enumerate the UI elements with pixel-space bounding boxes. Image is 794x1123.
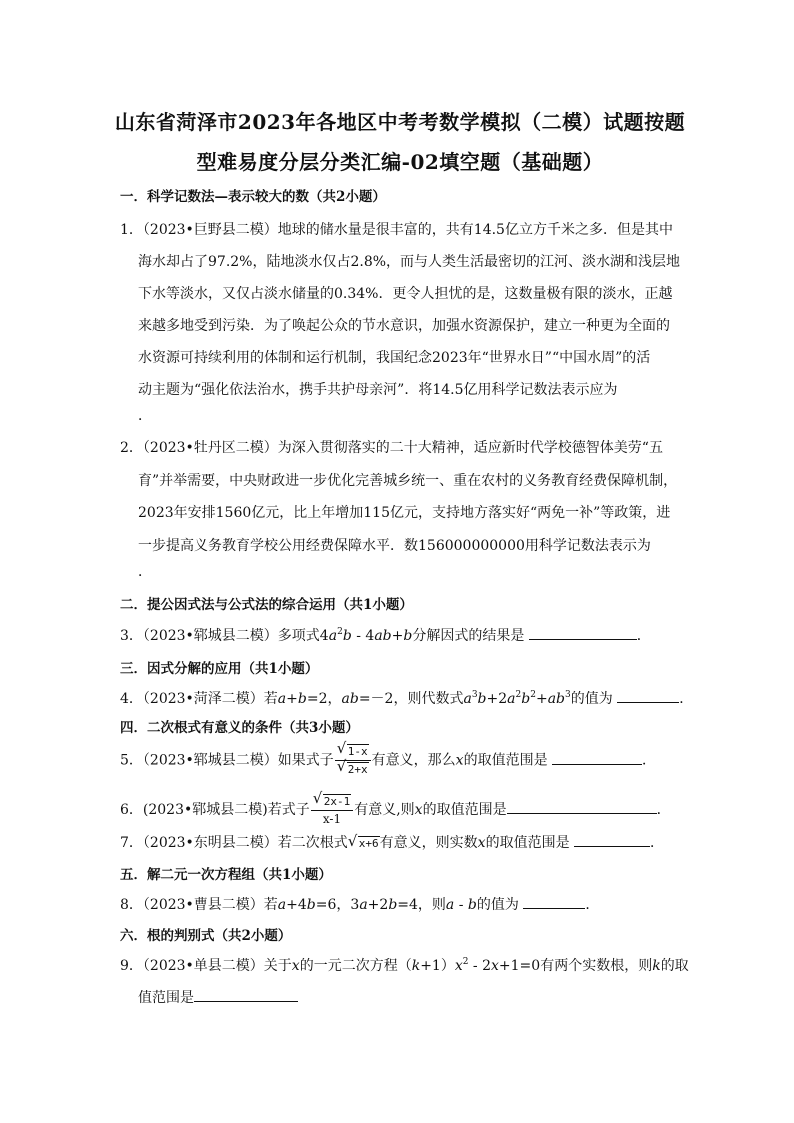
question-5-text-1: 有意义，那么 (371, 752, 456, 769)
question-8-expression: a - b (445, 897, 477, 913)
question-6-numerator: 2x-1 (323, 795, 351, 808)
question-9-text-5: 值范围是 (138, 990, 194, 1006)
section-heading-1: 一．科学记数法—表示较大的数（共2小题） (120, 189, 386, 205)
question-7-radicand: x+6 (358, 837, 379, 850)
question-9-text-3: 有两个实数根，则 (540, 958, 653, 974)
question-8-stem: 8．（2023•曹县二模）若 (120, 897, 278, 913)
question-9-parameter: k (411, 958, 421, 974)
question-8-prompt: ，则 (417, 897, 446, 913)
question-4-condition: a+b=2，ab=－2 (277, 691, 394, 707)
question-4-prompt: ，则代数式 (393, 691, 464, 707)
answer-blank-5[interactable] (552, 750, 642, 765)
question-7-text-1: 有意义，则实数 (379, 835, 478, 851)
question-6-text-2: 的取值范围是 (422, 802, 507, 818)
question-5-numerator: 1-x (347, 745, 368, 758)
question-3 (120, 625, 651, 645)
question-9-variable: x (291, 958, 300, 974)
question-7-period: ． (650, 835, 665, 851)
question-4-stem: 4．（2023•菏泽二模）若 (120, 691, 278, 707)
question-6-text-1: 有意义,则 (354, 802, 415, 818)
question-1-line-3: 下水等淡水，又仅占淡水储量的0.34%．更令人担忧的是，这数量极有限的淡水，正越 (138, 286, 673, 302)
section-heading-4: 四．二次根式有意义的条件（共3小题） (120, 720, 359, 736)
question-8-prompt-2: 的值为 (476, 897, 519, 913)
question-9-text-2: +1） (420, 958, 455, 974)
section-heading-2: 二．提公因式法与公式法的综合运用（共1小题） (120, 597, 413, 613)
question-6-denominator: x-1 (322, 812, 342, 826)
answer-blank-7[interactable] (574, 832, 650, 847)
question-4-expression: $a^3b+2a^2b^2+ab^3$ (463, 690, 571, 707)
question-5-stem: 5．（2023•郓城县二模）如果式子 (120, 752, 334, 769)
question-1-line-6: 动主题为“强化依法治水，携手共护母亲河”．将14.5亿用科学记数法表示应为 (138, 382, 618, 398)
question-3-prompt: 分解因式的结果是 (412, 628, 525, 644)
question-8-period: ． (585, 897, 600, 913)
question-5-text-2: 的取值范围是 (463, 752, 548, 769)
question-1-line-4: 来越多地受到污染．为了唤起公众的节水意识，加强水资源保护，建立一种更为全面的 (138, 318, 670, 334)
section-heading-3: 三．因式分解的应用（共1小题） (120, 661, 319, 677)
question-1-line-2: 海水却占了97.2%，陆地淡水仅占2.8%，而与人类生活最密切的江河、淡水湖和浅层地 (138, 254, 681, 270)
question-5-variable: x (455, 752, 464, 769)
question-6 (120, 794, 671, 826)
question-7 (120, 832, 664, 852)
question-9-stem: 9．（2023•单县二模）关于 (120, 958, 292, 974)
question-9-text-4: 的取 (660, 958, 689, 974)
question-3-expression: $4a^2b - 4ab+b$ (319, 627, 413, 644)
answer-blank-8[interactable] (523, 894, 585, 909)
question-4-prompt-2: 的值为 (570, 691, 613, 707)
document-title-line-1: 山东省菏泽市2023年各地区中考考数学模拟（二模）试题按题 (114, 110, 686, 134)
question-2-line-3: 2023年安排1560亿元，比上年增加115亿元，支持地方落实好“两免一补”等政策，进 (138, 505, 671, 521)
question-3-period: ． (636, 628, 651, 644)
question-7-text-2: 的取值范围是 (485, 835, 570, 851)
question-6-stem: 6．(2023•郓城县二模)若式子 (120, 802, 310, 818)
section-heading-6: 六．根的判别式（共2小题） (120, 928, 292, 944)
question-9-line-1 (120, 955, 689, 975)
question-8 (120, 894, 599, 914)
question-3-stem: 3．（2023•郓城县二模）多项式 (120, 628, 320, 644)
question-6-variable: x (414, 802, 423, 818)
question-2-line-2: 育”并举需要，中央财政进一步优化完善城乡统一、重在农村的义务教育经费保障机制， (138, 473, 678, 489)
question-6-period: ． (656, 802, 671, 818)
question-8-condition: a+4b=6，3a+2b=4 (277, 897, 418, 913)
answer-blank-9[interactable] (194, 987, 298, 1002)
question-9-equation: $x^2 - 2x+1=0$ (454, 957, 541, 974)
question-4 (120, 688, 693, 708)
question-1-line-5: 水资源可持续利用的体制和运行机制，我国纪念2023年“世界水日”“中国水周”的活 (138, 350, 651, 366)
question-1-line-7: ． (138, 408, 152, 424)
section-heading-5: 五．解二元一次方程组（共1小题） (120, 867, 332, 883)
question-2-line-4: 一步提高义务教育学校公用经费保障水平．数156000000000用科学记数法表示为 (138, 538, 651, 554)
question-2-line-1: 2．（2023•牡丹区二模）为深入贯彻落实的二十大精神，适应新时代学校德智体美劳“五 (120, 440, 663, 456)
question-5 (120, 744, 656, 777)
question-4-period: ． (679, 691, 694, 707)
answer-blank-6[interactable] (507, 799, 657, 814)
question-7-variable: x (477, 835, 486, 851)
question-1-line-1: 1．（2023•巨野县二模）地球的储水量是很丰富的，共有14.5亿立方千米之多．但是其中 (120, 222, 673, 238)
question-5-denominator: 2+x (347, 763, 368, 776)
question-5-period: ． (642, 752, 657, 769)
document-title-line-2: 型难易度分层分类汇编-02填空题（基础题） (196, 150, 604, 174)
question-9-text-1: 的一元二次方程（ (299, 958, 412, 974)
question-5-fraction (335, 744, 371, 777)
answer-blank-3[interactable] (529, 625, 637, 640)
question-9-parameter-2: k (652, 958, 661, 974)
question-7-stem: 7．（2023•东明县二模）若二次根式 (120, 835, 348, 851)
question-2-line-5: ． (138, 564, 152, 580)
answer-blank-4[interactable] (617, 688, 679, 703)
question-9-line-2 (138, 987, 298, 1007)
question-7-radical (349, 835, 380, 851)
question-6-fraction (311, 794, 354, 826)
